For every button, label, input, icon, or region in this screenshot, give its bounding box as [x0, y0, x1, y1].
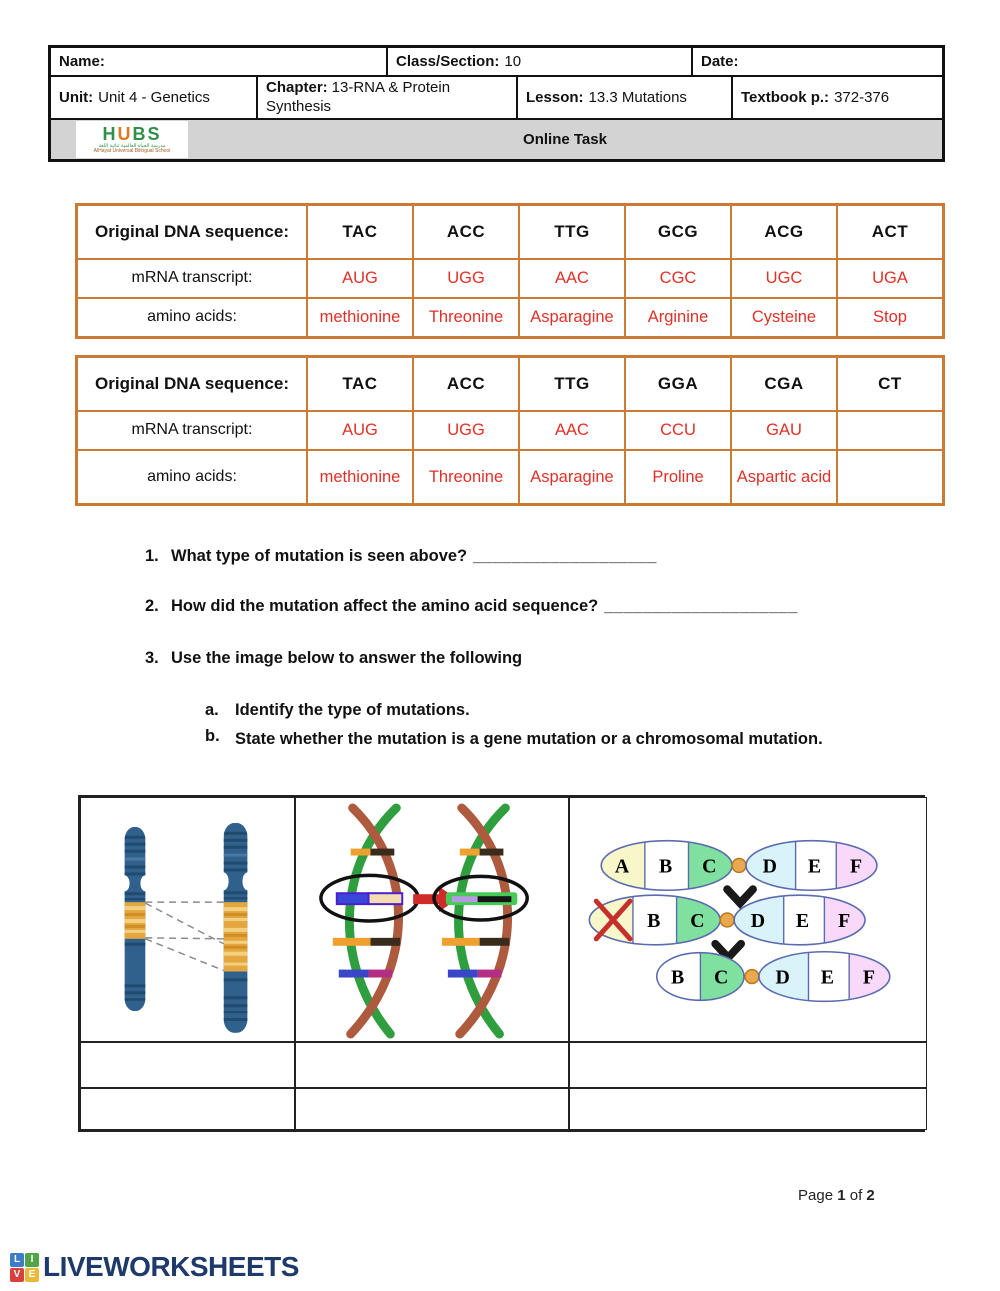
codon-table-2 — [75, 355, 945, 506]
question-text: Identify the type of mutations. — [235, 701, 470, 719]
lesson-label: Lesson: — [526, 89, 584, 106]
answer-cell[interactable] — [80, 1042, 295, 1088]
chromosome-deletion-image — [570, 798, 926, 1041]
name-label: Name: — [59, 53, 105, 70]
hubs-tulip-u: U — [117, 124, 133, 144]
logo-square-l: L — [10, 1253, 24, 1267]
mrna-codon: AAC — [519, 259, 625, 298]
question-3 — [145, 649, 522, 668]
segment-letter: A — [614, 855, 630, 878]
class-section-label: Class/Section: — [396, 53, 500, 70]
question-1 — [145, 547, 657, 566]
textbook-value: 372-376 — [834, 89, 890, 106]
school-name-english: AlHayat Universal Bilingual School — [93, 148, 171, 154]
dna-codon: ACC — [413, 205, 519, 259]
mrna-codon: UGG — [413, 411, 519, 450]
segment-letter: E — [795, 909, 810, 932]
answer-cell[interactable] — [569, 1088, 927, 1130]
question-letter: b. — [205, 727, 220, 745]
segment-letter: C — [690, 909, 705, 932]
answer-cell[interactable] — [295, 1042, 569, 1088]
dna-helix-before — [321, 808, 418, 1034]
dna-codon: ACC — [413, 357, 519, 411]
segment-letter: F — [850, 855, 863, 878]
amino-acid: Cysteine — [731, 298, 837, 337]
centromere-dot — [720, 913, 734, 927]
mutation-figure-table — [78, 795, 925, 1132]
class-section-field[interactable] — [387, 47, 692, 76]
liveworksheets-icon — [10, 1253, 39, 1282]
header-row-2 — [50, 76, 943, 119]
class-section-value: 10 — [504, 53, 522, 70]
segment-letter: D — [750, 909, 766, 932]
liveworksheets-wordmark: LIVEWORKSHEETS — [43, 1251, 299, 1282]
task-row — [50, 119, 943, 160]
segment-letter: E — [820, 966, 834, 989]
question-number: 3. — [145, 649, 159, 667]
segment-letter: B — [647, 909, 661, 932]
left-chromosome — [125, 827, 146, 1011]
mrna-codon: CCU — [625, 411, 731, 450]
segment-letter: D — [762, 855, 777, 878]
page-indicator — [798, 1187, 875, 1204]
dna-codon: TAC — [307, 357, 413, 411]
header-row-1 — [50, 47, 943, 76]
mrna-codon-empty — [837, 411, 943, 450]
header-table — [48, 45, 945, 162]
dna-codon: CT — [837, 357, 943, 411]
dna-codon: CGA — [731, 357, 837, 411]
chromosome-deletion-figure — [569, 797, 927, 1042]
page-number: 1 — [837, 1187, 846, 1204]
question-text: How did the mutation affect the amino acid sequence? — [171, 597, 599, 615]
segment-letter: D — [775, 966, 790, 989]
logo-square-i: I — [25, 1253, 39, 1267]
segment-letter: B — [670, 966, 685, 989]
centromere-dot — [732, 859, 746, 873]
mrna-codon: UGA — [837, 259, 943, 298]
mrna-codon: UGC — [731, 259, 837, 298]
amino-acid-empty — [837, 450, 943, 504]
mrna-codon: UGG — [413, 259, 519, 298]
page-total: 2 — [866, 1187, 875, 1204]
chromosome-row-deleted — [657, 949, 890, 1005]
segment-letter: C — [714, 966, 729, 989]
dna-point-mutation-figure — [295, 797, 569, 1042]
question-3a — [205, 701, 470, 720]
amino-acid: Threonine — [413, 298, 519, 337]
right-chromosome — [224, 823, 248, 1033]
row-label: amino acids: — [77, 450, 307, 504]
segment-letter: F — [862, 966, 876, 989]
unit-cell — [50, 76, 257, 119]
answer-blank[interactable]: ____________________ — [604, 597, 798, 615]
name-field[interactable] — [50, 47, 387, 76]
question-text: State whether the mutation is a gene mutation or a chromosomal mutation. — [235, 730, 823, 748]
segment-letter: F — [838, 909, 851, 932]
unit-value: Unit 4 - Genetics — [98, 89, 210, 106]
unit-label: Unit: — [59, 89, 94, 106]
of-label: of — [849, 1187, 863, 1204]
textbook-cell — [732, 76, 943, 119]
amino-acid: Proline — [625, 450, 731, 504]
date-label: Date: — [701, 53, 739, 70]
question-number: 2. — [145, 597, 159, 615]
duplication-dashed-lines — [145, 902, 223, 970]
dna-codon: ACG — [731, 205, 837, 259]
mrna-codon: GAU — [731, 411, 837, 450]
mrna-codon: CGC — [625, 259, 731, 298]
chromosome-row-original — [601, 838, 877, 894]
mrna-codon: AUG — [307, 259, 413, 298]
chromosome-duplication-image — [81, 798, 294, 1041]
mrna-codon: AAC — [519, 411, 625, 450]
question-text: Use the image below to answer the following — [171, 649, 523, 667]
dna-codon: TAC — [307, 205, 413, 259]
chapter-cell — [257, 76, 517, 119]
chapter-value: 13-RNA & Protein Synthesis — [266, 78, 451, 115]
mrna-codon: AUG — [307, 411, 413, 450]
answer-cell[interactable] — [569, 1042, 927, 1088]
dna-codon: TTG — [519, 205, 625, 259]
lesson-value: 13.3 Mutations — [588, 89, 687, 106]
answer-cell[interactable] — [80, 1088, 295, 1130]
online-task-title: Online Task — [523, 131, 607, 148]
segment-letter: C — [702, 855, 717, 878]
answer-cell[interactable] — [295, 1088, 569, 1130]
liveworksheets-logo[interactable] — [10, 1251, 299, 1283]
amino-acid: methionine — [307, 450, 413, 504]
dna-point-mutation-image — [296, 798, 568, 1041]
segment-letter: E — [807, 855, 822, 878]
page-label: Page — [798, 1187, 834, 1204]
question-2 — [145, 597, 798, 616]
centromere-dot — [745, 970, 759, 984]
amino-acid: Aspartic acid — [731, 450, 837, 504]
question-3b — [205, 727, 850, 753]
amino-acid: Threonine — [413, 450, 519, 504]
textbook-label: Textbook p.: — [741, 89, 830, 106]
logo-square-v: V — [10, 1268, 24, 1282]
amino-acid: methionine — [307, 298, 413, 337]
answer-blank[interactable]: ___________________ — [473, 547, 657, 565]
date-field[interactable] — [692, 47, 943, 76]
hubs-logo-text: HUBS — [102, 124, 162, 144]
amino-acid: Asparagine — [519, 298, 625, 337]
question-letter: a. — [205, 701, 219, 719]
logo-square-e: E — [25, 1268, 39, 1282]
question-text: What type of mutation is seen above? — [171, 547, 468, 565]
row-label: amino acids: — [77, 298, 307, 337]
amino-acid: Arginine — [625, 298, 731, 337]
question-number: 1. — [145, 547, 159, 565]
dna-codon: GGA — [625, 357, 731, 411]
dna-codon: GCG — [625, 205, 731, 259]
chromosome-duplication-figure — [80, 797, 295, 1042]
row-label: Original DNA sequence: — [77, 357, 307, 411]
lesson-cell — [517, 76, 732, 119]
down-arrow-icon — [727, 889, 753, 903]
row-label: mRNA transcript: — [77, 259, 307, 298]
codon-table-1 — [75, 203, 945, 339]
row-label: Original DNA sequence: — [77, 205, 307, 259]
chapter-label: Chapter: — [266, 78, 328, 96]
dna-helix-after — [434, 808, 527, 1034]
school-name-arabic: مدرسة الحياة العالمية ثنائية اللغة — [98, 143, 166, 149]
segment-letter: B — [659, 855, 673, 878]
dna-codon: ACT — [837, 205, 943, 259]
amino-acid: Stop — [837, 298, 943, 337]
school-logo — [76, 121, 188, 158]
dna-codon: TTG — [519, 357, 625, 411]
row-label: mRNA transcript: — [77, 411, 307, 450]
amino-acid: Asparagine — [519, 450, 625, 504]
chromosome-row-crossed — [589, 892, 865, 948]
